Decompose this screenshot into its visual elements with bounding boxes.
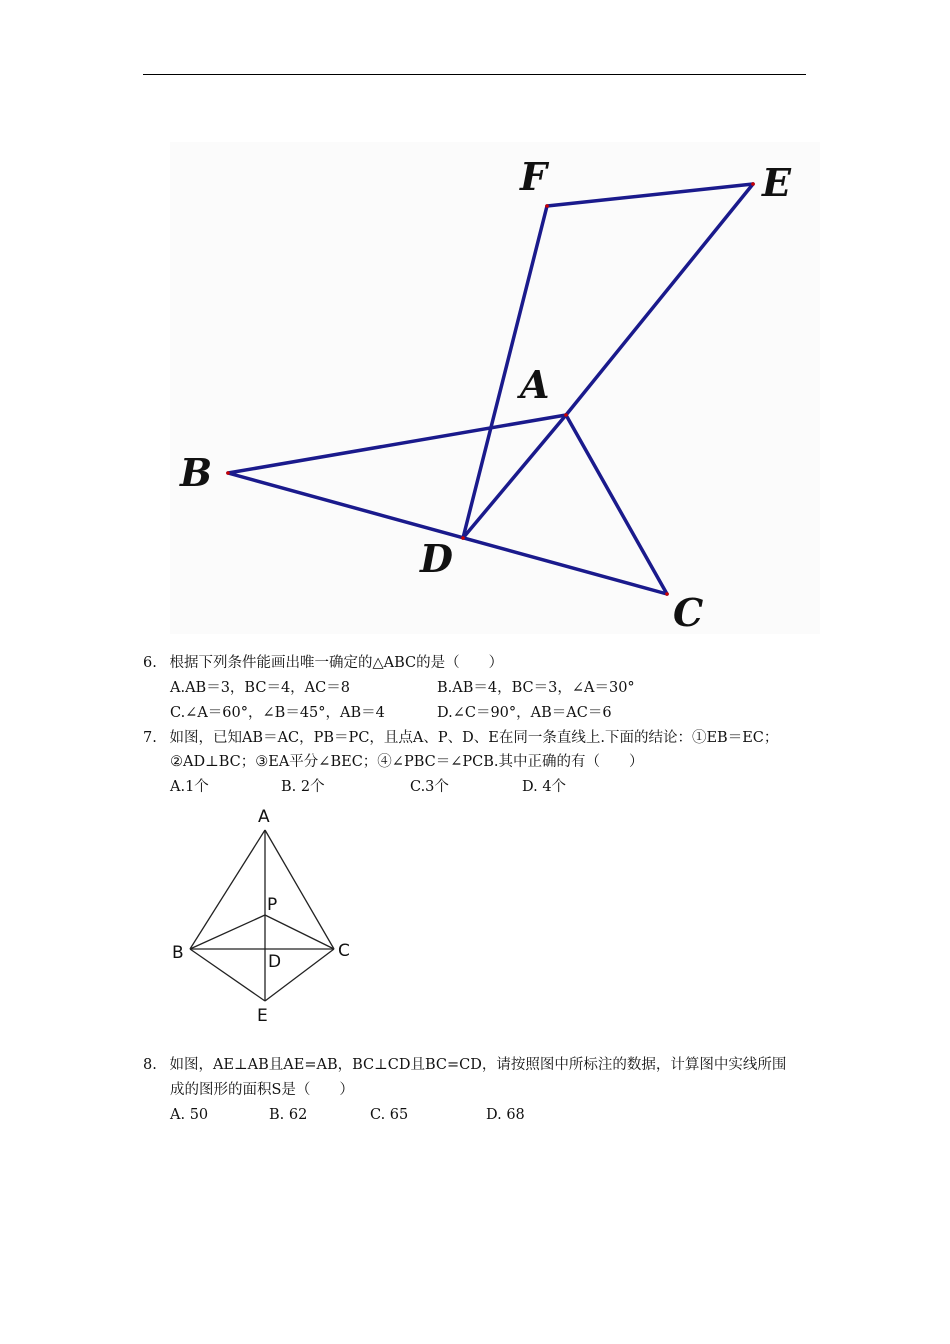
q8-number: 8. [143,1057,157,1073]
label-E: E [257,1006,268,1026]
label-D: D [420,536,453,581]
label-F: F [520,154,547,199]
q8-option-d: D. 68 [486,1107,525,1123]
segment-AB [190,830,265,949]
q8-option-b: B. 62 [269,1107,308,1123]
point-C [665,592,669,596]
q7-option-c: C.3个 [410,779,449,795]
point-A [564,413,568,417]
segment-BE [190,949,265,1001]
segment-AC [265,830,334,949]
q6-option-d: D.∠C＝90°，AB＝AC＝6 [437,705,612,721]
figure2-svg [168,804,368,1026]
q6-stem [143,653,503,673]
point-B [226,471,230,475]
q6-option-a: A.AB＝3，BC＝4，AC＝8 [170,680,350,696]
segment-EA [566,184,753,415]
q8-stem-text-1: 如图，AE⊥AB且AE=AB，BC⊥CD且BC=CD，请按照图中所标注的数据，计算图中实线所围 [169,1057,787,1073]
q6-number: 6. [143,655,157,671]
q7-option-b: B. 2个 [281,779,325,795]
figure1-svg [170,142,820,634]
q7-stem-line1 [143,728,778,748]
q7-stem-line2: ②AD⊥BC；③EA平分∠BEC；④∠PBC＝∠PCB.其中正确的有（ ） [170,754,644,770]
label-A: A [520,362,550,407]
q6-option-c: C.∠A＝60°，∠B＝45°，AB＝4 [170,705,385,721]
label-A: A [258,807,270,827]
label-B: B [172,943,184,963]
segment-AC [566,415,667,594]
q7-number: 7. [143,730,157,746]
label-C: C [673,590,704,634]
label-C: C [338,941,350,961]
point-D [461,536,465,540]
segment-BA [228,415,566,473]
segment-FE [547,184,753,206]
label-E: E [762,160,791,205]
q7-option-a: A.1个 [170,779,209,795]
q6-option-b: B.AB＝4，BC＝3，∠A＝30° [437,680,635,696]
q6-stem-text: 根据下列条件能画出唯一确定的△ABC的是（ ） [169,655,504,671]
header-rule [143,74,806,75]
q8-option-c: C. 65 [370,1107,409,1123]
label-B: B [180,450,213,495]
q8-stem-line2: 成的图形的面积S是（ ） [170,1082,354,1098]
q7-option-d: D. 4个 [522,779,567,795]
point-F [545,204,549,208]
figure-kite-apdbce [168,804,368,1026]
label-P: P [267,895,278,915]
point-E [751,182,755,186]
q8-option-a: A. 50 [170,1107,209,1123]
figure-triangles-abc-def [170,142,820,634]
label-D: D [268,952,282,972]
q8-stem-line1 [143,1055,786,1075]
q7-stem-text-1: 如图，已知AB＝AC，PB＝PC，且点A、P、D、E在同一条直线上.下面的结论：①EB＝EC； [169,730,779,746]
